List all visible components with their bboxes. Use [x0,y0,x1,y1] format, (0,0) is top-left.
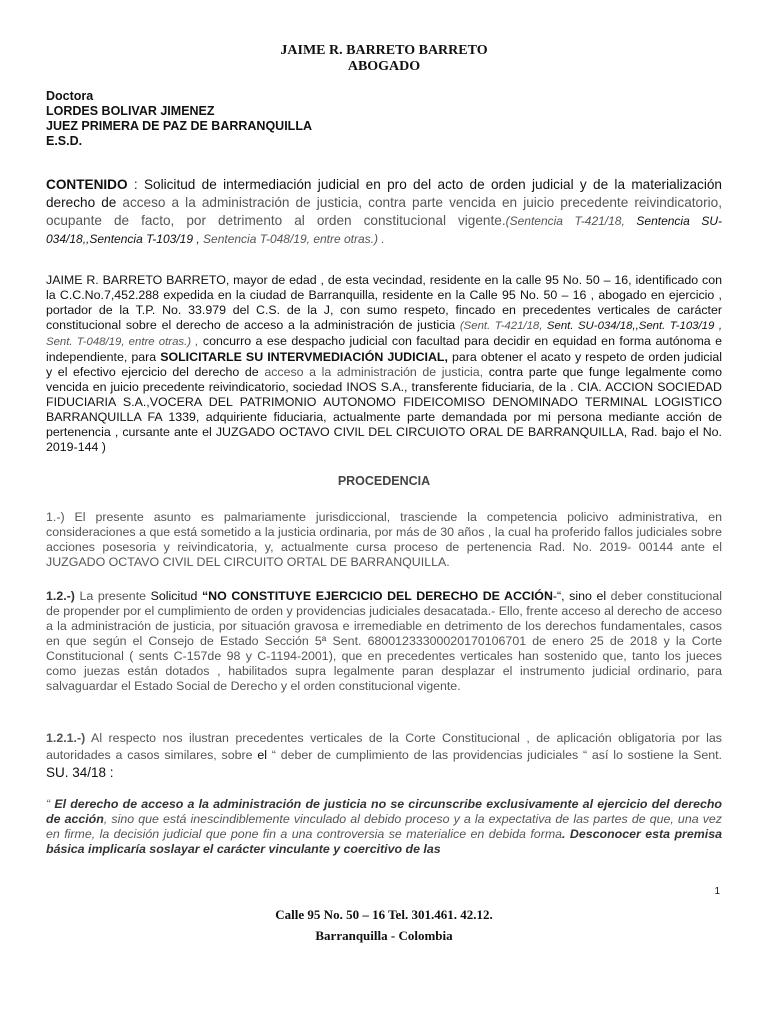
addressee-name: LORDES BOLIVAR JIMENEZ [46,104,215,118]
addressee-esd: E.S.D. [46,134,83,148]
contenido-label: CONTENIDO [46,177,128,192]
page-number: 1 [714,886,720,897]
procedencia-p3: 1.2.1.-) Al respecto nos ilustran precedentes verticales de la Corte Constitucional , de aplicación obligatoria por las autoridades a casos similares, sobre el “ deber de cumplimiento de las providencias judiciales “ así lo sostiene la Sent. SU. 34/18 : [46,731,722,780]
intro-paragraph: JAIME R. BARRETO BARRETO, mayor de edad , de esta vecindad, residente en la calle 95 No. 50 – 16, identificado con la C.C.No.7,452.288 expedida en la ciudad de Barranquilla, residente en la Calle 95 No. 50 – 16 , abogado en ejercicio , portador de la T.P. No. 33.979 del C.S. de la J, con sumo respeto, fincado en precedentes verticales de carácter constitucional sobre el derecho de acceso a la administración de justicia (Sent. T-421/18, Sent. SU-034/18,,Sent. T-103/19 , Sent. T-048/19, entre otras.) , concurro a ese despacho judicial con facultad para decidir en equidad en forma autónoma e independiente, para SOLICITARLE SU INTERVMEDIACIÓN JUDICIAL, para obtener el acato y respeto de orden judicial y el efectivo ejercicio del derecho de acceso a la administración de justicia, contra parte que funge legalmente como vencida en juicio precedente reivindicatorio, sociedad INOS S.A., transferente fiduciaria, de la . CIA. ACCION SOCIEDAD FIDUCIARIA S.A.,VOCERA DEL PATRIMONIO AUTONOMO FIDEICOMISO DENOMINADO TERMINAL LOGISTICO BARRANQUILLA FA 1339, adquiriente fiduciaria, actualmente parte demandada por mi persona mediante acción de pertenencia , cursante ante el JUZGADO OCTAVO CIVIL DEL CIRCUIOTO ORAL DE BARRANQUILLA, Rad. bajo el No. 2019-144 ) [46,273,723,454]
addressee-court: JUEZ PRIMERA DE PAZ DE BARRANQUILLA [46,119,312,133]
footer-address: Calle 95 No. 50 – 16 Tel. 301.461. 42.12. [275,907,493,922]
contenido-paragraph: CONTENIDO : Solicitud de intermediación judicial en pro del acto de orden judicial y de la materialización derecho de acceso a la administración de justicia, contra parte vencida en juicio precedente reivindicatorio, ocupante de facto, por detrimento al orden constitucional vigente.(Sentencia T-421/18, Sentencia SU-034/18,,Sentencia T-103/19 , Sentencia T-048/19, entre otras.) . [46,177,722,246]
addressee-block [46,89,312,149]
procedencia-p2: 1.2.-) La presente Solicitud “NO CONSTITUYE EJERCICIO DEL DERECHO DE ACCIÓN-“, sino el deber constitucional de propender por el cumplimiento de orden y providencias judiciales desacatada.- Ello, frente acceso al derecho de acceso a la administración de justicia, por situación gravosa e irremediable en detrimento de los derechos fundamentales, casos en que según el Consejo de Estado Sección 5ª Sent. 68001233300020170106701 de enero 25 de 2018 y la Corte Constitucional ( sents C-157de 98 y C-1194-2001), que en precedentes verticales han sostenido que, tanto los jueces como juezas están dotados , habilitados supra legalmente paran desplazar el instrumento judicial ordinario, para salvaguardar el Estado Social de Derecho y el orden constitucional vigente. [46,589,722,693]
procedencia-title: PROCEDENCIA [337,474,431,488]
letterhead-name: JAIME R. BARRETO BARRETO [280,43,488,58]
salutation: Doctora [46,89,94,103]
procedencia-p1: 1.-) El presente asunto es palmariamente jurisdiccional, trasciende la competencia policivo administrativa, en consideraciones a que está sometido a la justicia ordinaria, por más de 30 años , la cual ha proferido fallos judiciales sobre acciones posesoria y reivindicatoria, y, actualmente cursa proceso de pertenencia Rad. No. 2019- 00144 ante el JUZGADO OCTAVO CIVIL DEL CIRCUITO ORTAL DE BARRANQUILLA. [46,510,722,569]
footer-city: Barranquilla - Colombia [315,928,453,943]
letterhead-profession: ABOGADO [347,59,421,74]
jurisprudence-quote: “ El derecho de acceso a la administración de justicia no se circunscribe exclusivamente al ejercicio del derecho de acción, sino que está inescindiblemente vinculado al debido proceso y a la expectativa de las partes de que, una vez en firme, la decisión judicial que pone fin a una controversia se materialice en debida forma. Desconocer esta premisa básica implicaría soslayar el carácter vinculante y coercitivo de las [46,797,722,856]
